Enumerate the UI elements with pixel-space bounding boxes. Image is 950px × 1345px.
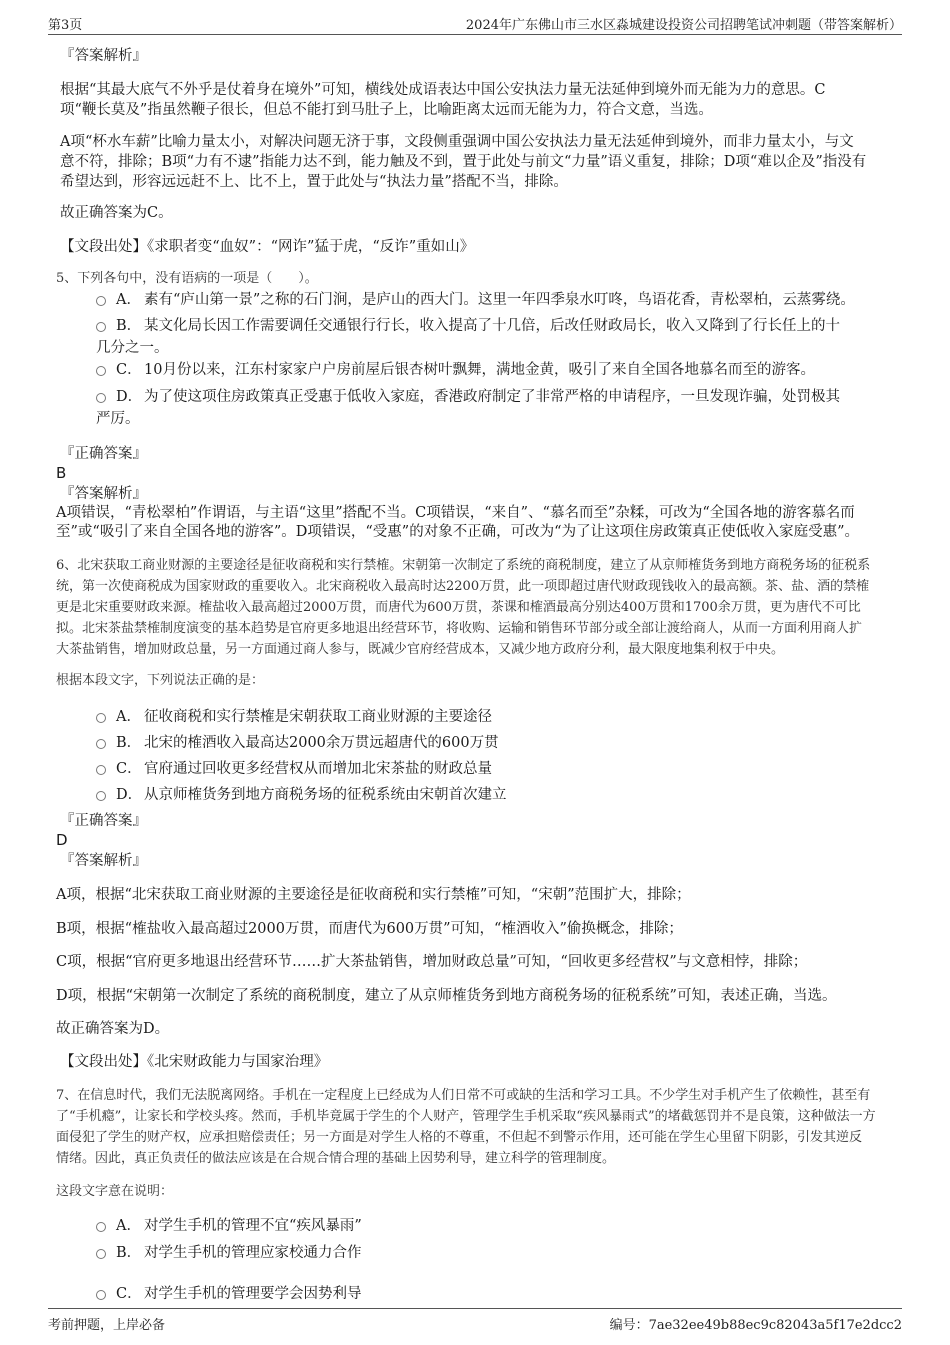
q5-option-c[interactable]	[96, 359, 890, 381]
radio-icon[interactable]	[96, 739, 106, 749]
q6-analysis-label: 『答案解析』	[60, 853, 147, 869]
q4-analysis-p2-line3: 希望达到，形容远远赶不上、比不上，置于此处与“执法力量”搭配不当，排除。	[60, 174, 568, 190]
radio-icon[interactable]	[96, 366, 106, 376]
option-letter: D．	[116, 389, 143, 405]
q5-analysis-line2: 至”或“吸引了来自全国各地的游客”。D项错误，“受惠”的对象不正确，可改为“为了让这项住房政策真正使低收入家庭受惠”。	[56, 524, 860, 540]
q6-analysis-d: D项，根据“宋朝第一次制定了系统的商税制度，建立了从京师榷货务到地方商税务场的征税系统”可知，表述正确，当选。	[56, 988, 837, 1004]
q4-analysis-p1-line2: 项“鞭长莫及”指虽然鞭子很长，但总不能打到马肚子上，比喻距离太远而无能为力，符合文意，当选。	[60, 102, 713, 118]
option-text-line2: 严厉。	[96, 411, 140, 427]
page-header	[48, 12, 902, 35]
q6-stem-line1: 6、北宋获取工商业财源的主要途径是征收商税和实行禁榷。宋朝第一次制定了系统的商税制度，建立了从京师榷货务到地方商税务场的征税系	[56, 558, 871, 573]
option-text: 官府通过回收更多经营权从而增加北宋茶盐的财政总量	[144, 761, 492, 777]
q6-analysis-a: A项，根据“北宋获取工商业财源的主要途径是征收商税和实行禁榷”可知，“宋朝”范围扩大，排除；	[56, 887, 691, 903]
q7-option-c[interactable]	[96, 1283, 890, 1305]
radio-icon[interactable]	[96, 1249, 106, 1259]
option-text: 征收商税和实行禁榷是宋朝获取工商业财源的主要途径	[144, 709, 492, 725]
q6-option-c[interactable]	[96, 758, 890, 780]
option-text: 对学生手机的管理要学会因势利导	[144, 1286, 362, 1302]
q7-prompt: 这段文字意在说明：	[56, 1184, 174, 1199]
q6-analysis-c: C项，根据“官府更多地退出经营环节……扩大茶盐销售，增加财政总量”可知，“回收更多经营权”与文意相悖，排除；	[56, 954, 808, 970]
q7-stem-line4: 情绪。因此，真正负责任的做法应该是在合规合情合理的基础上因势利导，建立科学的管理制度。	[56, 1151, 616, 1166]
option-text-line1: 10月份以来，江东村家家户户房前屋后银杏树叶飘舞，满地金黄，吸引了来自全国各地慕名而至的游客。	[144, 362, 815, 378]
q6-correct-label: 『正确答案』	[60, 813, 147, 829]
q4-analysis-label: 『答案解析』	[60, 48, 147, 64]
q6-option-b[interactable]	[96, 732, 890, 754]
option-text-line1: 为了使这项住房政策真正受惠于低收入家庭，香港政府制定了非常严格的申请程序，一旦发现诈骗，处罚极其	[144, 389, 840, 405]
option-letter: C．	[116, 761, 142, 777]
q6-option-a[interactable]	[96, 706, 890, 728]
footer-slogan: 考前押题，上岸必备	[48, 1318, 166, 1333]
option-text-line1: 某文化局长因工作需要调任交通银行行长，收入提高了十几倍，后改任财政局长，收入又降到了行长任上的十	[144, 318, 840, 334]
option-text: 北宋的榷酒收入最高达2000余万贯远超唐代的600万贯	[144, 735, 499, 751]
page-footer	[48, 1308, 902, 1333]
q5-option-b[interactable]	[96, 315, 890, 359]
q6-stem-line5: 大茶盐销售，增加财政总量，另一方面通过商人参与，既减少官府经营成本，又减少地方政府分利，最大限度地集利权于中央。	[56, 642, 785, 657]
option-letter: C．	[116, 1286, 142, 1302]
q4-source: 【文段出处】《求职者变“血奴”：“网诈”猛于虎，“反诈”重如山》	[60, 239, 475, 255]
option-text: 对学生手机的管理应家校通力合作	[144, 1245, 362, 1261]
option-text: 从京师榷货务到地方商税务场的征税系统由宋朝首次建立	[144, 787, 507, 803]
radio-icon[interactable]	[96, 1222, 106, 1232]
radio-icon[interactable]	[96, 322, 106, 332]
q5-option-d[interactable]	[96, 386, 890, 430]
q6-stem-line2: 统，第一次使商税成为国家财政的重要收入。北宋商税收入最高时达2200万贯，此一项即超过唐代财政现钱收入的最高额。茶、盐、酒的禁榷	[56, 579, 870, 594]
radio-icon[interactable]	[96, 393, 106, 403]
option-text-line1: 素有“庐山第一景”之称的石门涧，是庐山的西大门。这里一年四季泉水叮咚，鸟语花香，青松翠柏，云蒸雾绕。	[144, 292, 855, 308]
option-letter: A．	[116, 292, 141, 308]
q4-analysis-p2-line1: A项“杯水车薪”比喻力量太小，对解决问题无济于事，文段侧重强调中国公安执法力量无法延伸到境外，而非力量太小，与文	[60, 134, 854, 150]
page-number: 第3页	[48, 18, 83, 33]
q4-analysis-p1-line1: 根据“其最大底气不外乎是仗着身在境外”可知，横线处成语表达中国公安执法力量无法延伸到境外而无能为力的意思。C	[60, 82, 826, 98]
radio-icon[interactable]	[96, 791, 106, 801]
option-letter: B．	[116, 1245, 142, 1261]
radio-icon[interactable]	[96, 1290, 106, 1300]
q4-analysis-p2-line2: 意不符，排除；B项“力有不逮”指能力达不到，能力触及不到，置于此处与前文“力量”语义重复，排除；D项“难以企及”指没有	[60, 154, 867, 170]
q6-source: 【文段出处】《北宋财政能力与国家治理》	[60, 1054, 329, 1070]
document-code: 编号：7ae32ee49b88ec9c82043a5f17e2dcc2	[609, 1318, 902, 1333]
q7-stem-line3: 面侵犯了学生的财产权，应承担赔偿责任；另一方面是对学生人格的不尊重，不但起不到警示作用，还可能在学生心里留下阴影，引发其逆反	[56, 1130, 863, 1145]
q4-conclusion: 故正确答案为C。	[60, 205, 173, 221]
q6-stem-line4: 拟。北宋茶盐禁榷制度演变的基本趋势是官府更多地退出经营环节，将收购、运输和销售环节部分或全部让渡给商人，从而一方面利用商人扩	[56, 621, 863, 636]
option-letter: A．	[116, 1218, 141, 1234]
q5-option-a[interactable]	[96, 289, 890, 311]
q7-option-b[interactable]	[96, 1242, 890, 1264]
option-letter: C．	[116, 362, 142, 378]
q5-correct-answer: B	[56, 464, 67, 482]
radio-icon[interactable]	[96, 765, 106, 775]
q6-analysis-b: B项，根据“榷盐收入最高超过2000万贯，而唐代为600万贯”可知，“榷酒收入”偷换概念，排除；	[56, 921, 683, 937]
option-letter: B．	[116, 735, 142, 751]
option-text-line2: 几分之一。	[96, 340, 169, 356]
radio-icon[interactable]	[96, 713, 106, 723]
radio-icon[interactable]	[96, 296, 106, 306]
option-text: 对学生手机的管理不宜“疾风暴雨”	[144, 1218, 362, 1234]
q7-stem-line1: 7、在信息时代，我们无法脱离网络。手机在一定程度上已经成为人们日常不可或缺的生活和学习工具。不少学生对手机产生了依赖性，甚至有	[56, 1088, 871, 1103]
q6-option-d[interactable]	[96, 784, 890, 806]
q7-stem-line2: 了“手机瘾”，让家长和学校头疼。然而，手机毕竟属于学生的个人财产，管理学生手机采取“疾风暴雨式”的堵截惩罚并不是良策，这种做法一方	[56, 1109, 876, 1124]
q5-stem: 5、下列各句中，没有语病的一项是（ ）。	[56, 271, 318, 286]
option-letter: B．	[116, 318, 142, 334]
q6-correct-answer: D	[56, 831, 68, 849]
q6-prompt: 根据本段文字，下列说法正确的是：	[56, 673, 265, 688]
q5-correct-label: 『正确答案』	[60, 446, 147, 462]
option-letter: D．	[116, 787, 143, 803]
q5-analysis-label: 『答案解析』	[60, 486, 147, 502]
q6-stem-line3: 更是北宋重要财政来源。榷盐收入最高超过2000万贯，而唐代为600万贯，茶课和榷酒最高分别达400万贯和1700余万贯，更为唐代不可比	[56, 600, 861, 615]
q5-analysis-line1: A项错误，“青松翠柏”作谓语，与主语“这里”搭配不当。C项错误，“来自”、“慕名而至”杂糅，可改为“全国各地的游客慕名而	[56, 505, 855, 521]
document-title: 2024年广东佛山市三水区淼城建设投资公司招聘笔试冲刺题（带答案解析）	[465, 18, 902, 33]
q7-option-a[interactable]	[96, 1215, 890, 1237]
q6-conclusion: 故正确答案为D。	[56, 1021, 170, 1037]
option-letter: A．	[116, 709, 141, 725]
